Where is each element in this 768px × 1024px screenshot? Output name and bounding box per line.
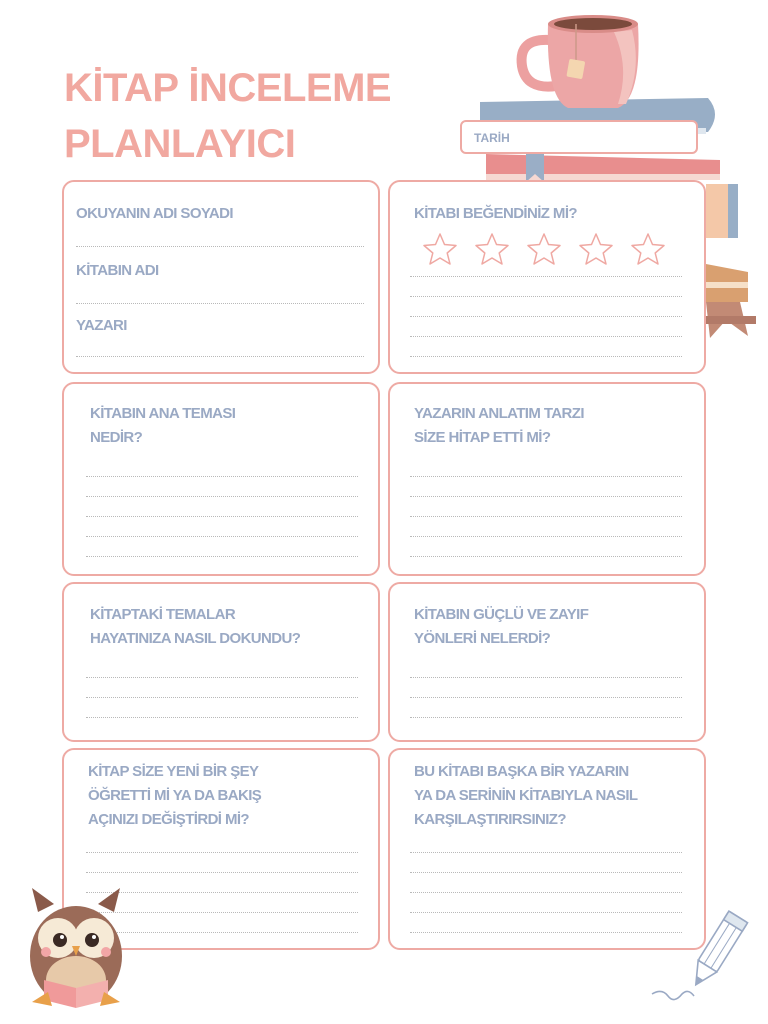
- title-line-2: PLANLAYICI: [64, 122, 296, 166]
- answer-line[interactable]: [86, 536, 358, 537]
- title-line-1: KİTAP İNCELEME: [64, 66, 392, 110]
- rating-line[interactable]: [410, 316, 682, 317]
- answer-line[interactable]: [410, 556, 682, 557]
- rating-line[interactable]: [410, 356, 682, 357]
- strengths-question: KİTABIN GÜÇLÜ VE ZAYIF YÖNLERİ NELERDİ?: [414, 606, 589, 647]
- answer-line[interactable]: [86, 697, 358, 698]
- book-name-line[interactable]: [76, 303, 364, 304]
- answer-line[interactable]: [86, 496, 358, 497]
- star-icon[interactable]: [526, 232, 562, 266]
- date-field[interactable]: [460, 120, 698, 154]
- answer-line[interactable]: [410, 677, 682, 678]
- answer-line[interactable]: [410, 476, 682, 477]
- answer-line[interactable]: [410, 697, 682, 698]
- book-name-label: KİTABIN ADI: [76, 262, 159, 279]
- rating-line[interactable]: [410, 276, 682, 277]
- main-theme-question: KİTABIN ANA TEMASI NEDİR?: [90, 405, 236, 446]
- page-title: [64, 60, 391, 172]
- rating-line[interactable]: [410, 336, 682, 337]
- tea-cup-icon: [514, 8, 654, 112]
- answer-line[interactable]: [410, 912, 682, 913]
- answer-line[interactable]: [410, 892, 682, 893]
- star-icon[interactable]: [474, 232, 510, 266]
- answer-line[interactable]: [410, 932, 682, 933]
- reader-name-label: OKUYANIN ADI SOYADI: [76, 205, 233, 222]
- answer-line[interactable]: [410, 852, 682, 853]
- answer-line[interactable]: [410, 516, 682, 517]
- star-icon[interactable]: [422, 232, 458, 266]
- star-rating[interactable]: [422, 232, 666, 266]
- pencil-icon: [650, 908, 758, 1006]
- date-label: TARİH: [474, 131, 510, 145]
- answer-line[interactable]: [86, 872, 358, 873]
- answer-line[interactable]: [86, 852, 358, 853]
- answer-line[interactable]: [86, 476, 358, 477]
- answer-line[interactable]: [410, 496, 682, 497]
- answer-line[interactable]: [86, 677, 358, 678]
- star-icon[interactable]: [578, 232, 614, 266]
- learned-question: KİTAP SİZE YENİ BİR ŞEY ÖĞRETTİ Mİ YA DA BAKIŞ AÇINIZI DEĞİŞTİRDİ Mİ?: [88, 763, 262, 828]
- rating-line[interactable]: [410, 296, 682, 297]
- answer-line[interactable]: [86, 556, 358, 557]
- rating-question: KİTABI BEĞENDİNİZ Mİ?: [414, 205, 577, 222]
- answer-line[interactable]: [410, 872, 682, 873]
- author-line[interactable]: [76, 356, 364, 357]
- star-icon[interactable]: [630, 232, 666, 266]
- themes-life-question: KİTAPTAKİ TEMALAR HAYATINIZA NASIL DOKUNDU?: [90, 606, 301, 647]
- answer-line[interactable]: [86, 717, 358, 718]
- answer-line[interactable]: [410, 717, 682, 718]
- answer-line[interactable]: [410, 536, 682, 537]
- owl-icon: [18, 884, 134, 1010]
- compare-question: BU KİTABI BAŞKA BİR YAZARIN YA DA SERİNİN KİTABIYLA NASIL KARŞILAŞTIRIRSINIZ?: [414, 763, 638, 828]
- author-label: YAZARI: [76, 317, 127, 334]
- answer-line[interactable]: [86, 516, 358, 517]
- reader-name-line[interactable]: [76, 246, 364, 247]
- writing-style-question: YAZARIN ANLATIM TARZI SİZE HİTAP ETTİ Mİ?: [414, 405, 584, 446]
